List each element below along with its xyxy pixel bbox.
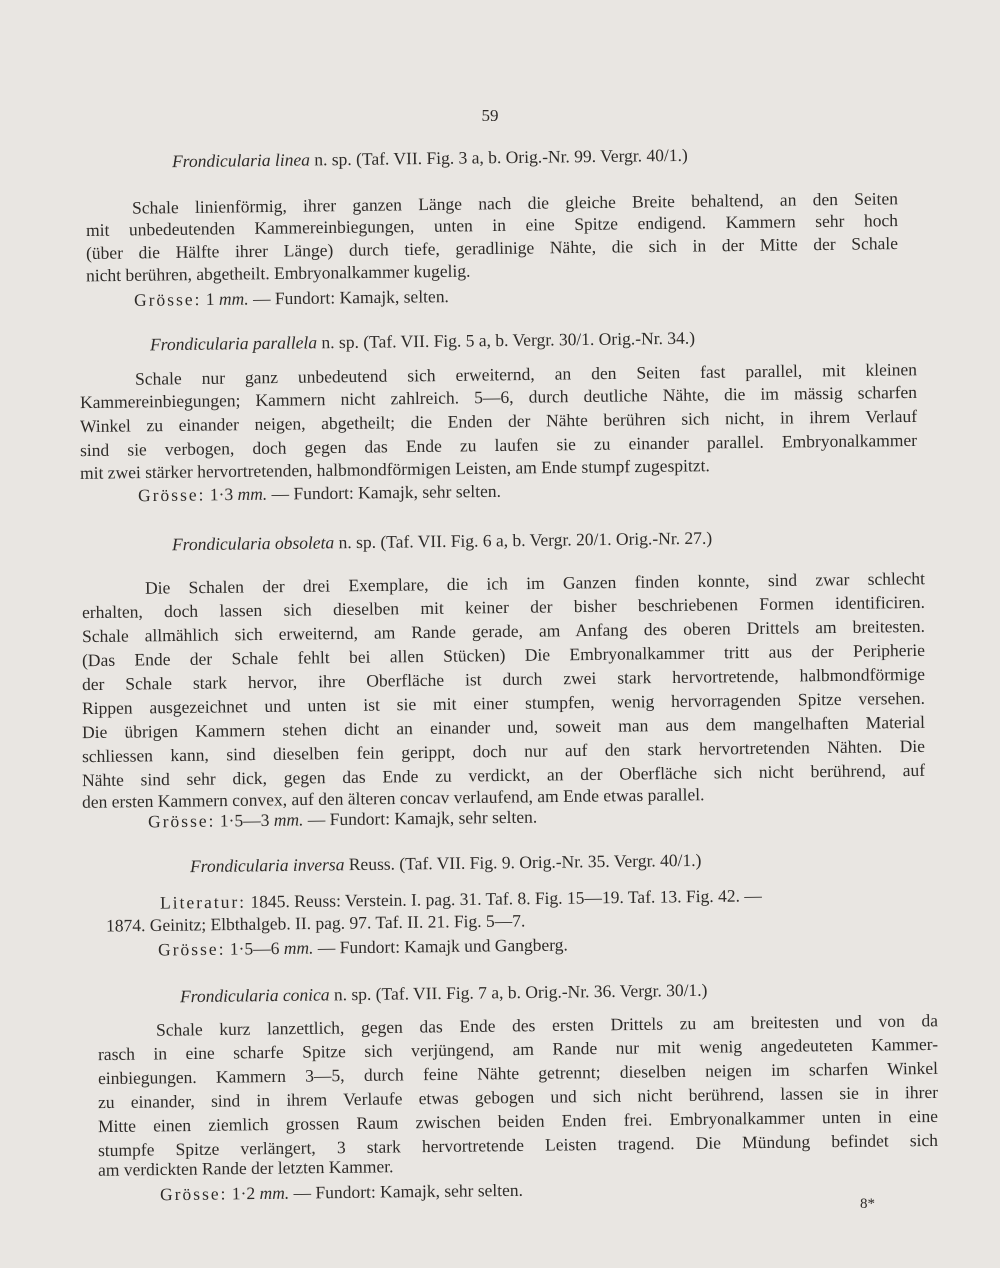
body-line: Kammereinbiegungen; Kammern nicht zahlreich. 5—6, durch deutliche Nähte, die im mässig scharfen [79,381,918,413]
body-line: stumpfe Spitze verlängert, 3 stark hervortretende Leisten tragend. Die Mündung befindet sich [97,1129,939,1161]
body-line: Nähte sind sehr dick, gegen das Ende zu verdickt, an der Oberfläche sich nicht berührend, auf [81,759,926,791]
size-line [148,806,537,833]
body-line: Die übrigen Kammern stehen dicht an einander und, soweit man aus dem mangelhaften Material [81,711,926,743]
species-reference: n. sp. (Taf. VII. Fig. 6 a, b. Vergr. 20/1. Orig.-Nr. 27.) [334,527,713,553]
species-reference: Reuss. (Taf. VII. Fig. 9. Orig.-Nr. 35. Vergr. 40/1.) [344,849,702,875]
body-line: Rippen ausgezeichnet und unten ist sie mit einer stumpfen, wenig hervorragenden Spitze versehen. [81,687,926,719]
size-value: 1·3 [205,484,238,505]
size-label: Grösse: [137,484,206,506]
locality-text: — Fundort: Kamajk, sehr selten. [267,480,502,504]
size-line [160,1179,523,1205]
species-name: Frondicularia obsoleta [171,532,335,555]
species-name: Frondicularia conica [179,984,330,1007]
body-line: zu einander, sind in ihrem Verlaufe etwas gebogen und sich nicht berührend, lassen sie in ihrer [97,1081,939,1113]
size-label: Grösse: [147,810,216,832]
body-line: sind sie verbogen, doch gegen das Ende zu laufen sie zu einander parallel. Embryonalkammer [79,429,918,461]
body-line: den ersten Kammern convex, auf den älteren concav verlaufend, am Ende etwas parallel. [81,784,705,812]
body-line: mit zwei stärker hervortretenden, halbmondförmigen Leisten, am Ende stumpf zugespitzt. [79,455,710,483]
body-line: schliessen kann, sind dieselben fein gerippt, doch nur auf den stark hervortretenden Nähten. Die [81,735,926,767]
species-name: Frondicularia inversa [189,854,345,877]
body-line: Schale nur ganz unbedeutend sich erweiternd, an den Seiten fast parallel, mit kleinen [134,359,918,389]
signature-mark: 8* [860,1196,875,1212]
size-line [134,285,449,311]
literature-reference: 1845. Reuss: Verstein. I. pag. 31. Taf. 8. Fig. 15—19. Taf. 13. Fig. 42. — [245,885,762,912]
body-line: nicht berühren, abgetheilt. Embryonalkammer kugelig. [85,260,471,286]
body-line: der Schale stark hervor, ihre Oberfläche ist durch zwei stark hervortretende, halbmondförmige [81,663,926,695]
species-heading [150,327,695,356]
species-heading [180,979,708,1007]
locality-text: — Fundort: Kamajk, selten. [248,286,450,309]
size-value: 1 [201,288,220,310]
size-unit: mm. [273,809,304,830]
size-value: 1·5—6 [225,937,284,959]
literature-label: Literatur: [159,891,247,913]
size-unit: mm. [218,288,249,309]
size-line [158,933,568,960]
body-line: Schale linienförmig, ihrer ganzen Länge nach die gleiche Breite behaltend, an den Seiten [131,188,899,218]
body-line: Mitte einen ziemlich grossen Raum zwischen beiden Enden frei. Embryonalkammer unten in eine [97,1105,939,1137]
size-label: Grösse: [157,938,226,960]
body-line: Schale allmählich sich erweiternd, am Rande gerade, am Anfang des oberen Drittels am breitesten. [81,615,926,647]
body-line: (über die Hälfte ihrer Länge) durch tiefe, geradlinige Nähte, die sich in der Mitte der Schale [85,233,899,263]
species-name: Frondicularia parallela [149,332,318,355]
body-line: rasch in eine scharfe Spitze sich verjüngend, am Rande nur mit wenig angedeuteten Kammer- [97,1033,939,1065]
body-line: Die Schalen der drei Exemplare, die ich im Ganzen finden konnte, sind zwar schlecht [144,568,926,598]
species-heading [190,849,702,877]
size-value: 1·5—3 [215,809,274,831]
locality-text: — Fundort: Kamajk, sehr selten. [289,1179,524,1203]
locality-text: — Fundort: Kamajk, sehr selten. [303,806,538,830]
size-unit: mm. [259,1182,290,1204]
species-name: Frondicularia linea [171,149,311,172]
species-heading [172,527,712,556]
species-reference: n. sp. (Taf. VII. Fig. 5 a, b. Vergr. 30/1. Orig.-Nr. 34.) [316,327,696,353]
species-heading [172,144,688,172]
size-value: 1·2 [227,1183,260,1204]
body-line: am verdickten Rande der letzten Kammer. [97,1156,394,1180]
size-label: Grösse: [159,1183,228,1205]
page-number: 59 [481,106,499,125]
body-line: erhalten, doch lassen sich dieselben mit keiner der bisher beschriebenen Formen identificiren. [81,591,926,623]
body-line: einbiegungen. Kammern 3—5, durch feine Nähte getrennt; dieselben neigen im scharfen Winkel [97,1057,939,1089]
literature-line: 1874. Geinitz; Elbthalgeb. II. pag. 97. Taf. II. 21. Fig. 5—7. [105,910,526,936]
body-line: mit unbedeutenden Kammereinbiegungen, unten in eine Spitze endigend. Kammern sehr hoch [85,210,899,240]
species-reference: n. sp. (Taf. VII. Fig. 7 a, b. Orig.-Nr. 36. Vergr. 30/1.) [329,979,708,1005]
body-line: (Das Ende der Schale fehlt bei allen Stücken) Die Embryonalkammer tritt aus der Peripherie [81,639,926,671]
species-reference: n. sp. (Taf. VII. Fig. 3 a, b. Orig.-Nr. 99. Vergr. 40/1.) [309,144,688,170]
size-line [138,480,501,506]
size-unit: mm. [237,483,268,505]
body-line: Winkel zu einander neigen, abgetheilt; die Enden der Nähte berühren sich nicht, in ihrem Verlauf [79,405,918,437]
size-unit: mm. [283,937,314,958]
body-line: Schale kurz lanzettlich, gegen das Ende des ersten Drittels zu am breitesten und von da [155,1010,939,1040]
locality-text: — Fundort: Kamajk und Gangberg. [313,934,568,958]
size-label: Grösse: [133,289,202,310]
